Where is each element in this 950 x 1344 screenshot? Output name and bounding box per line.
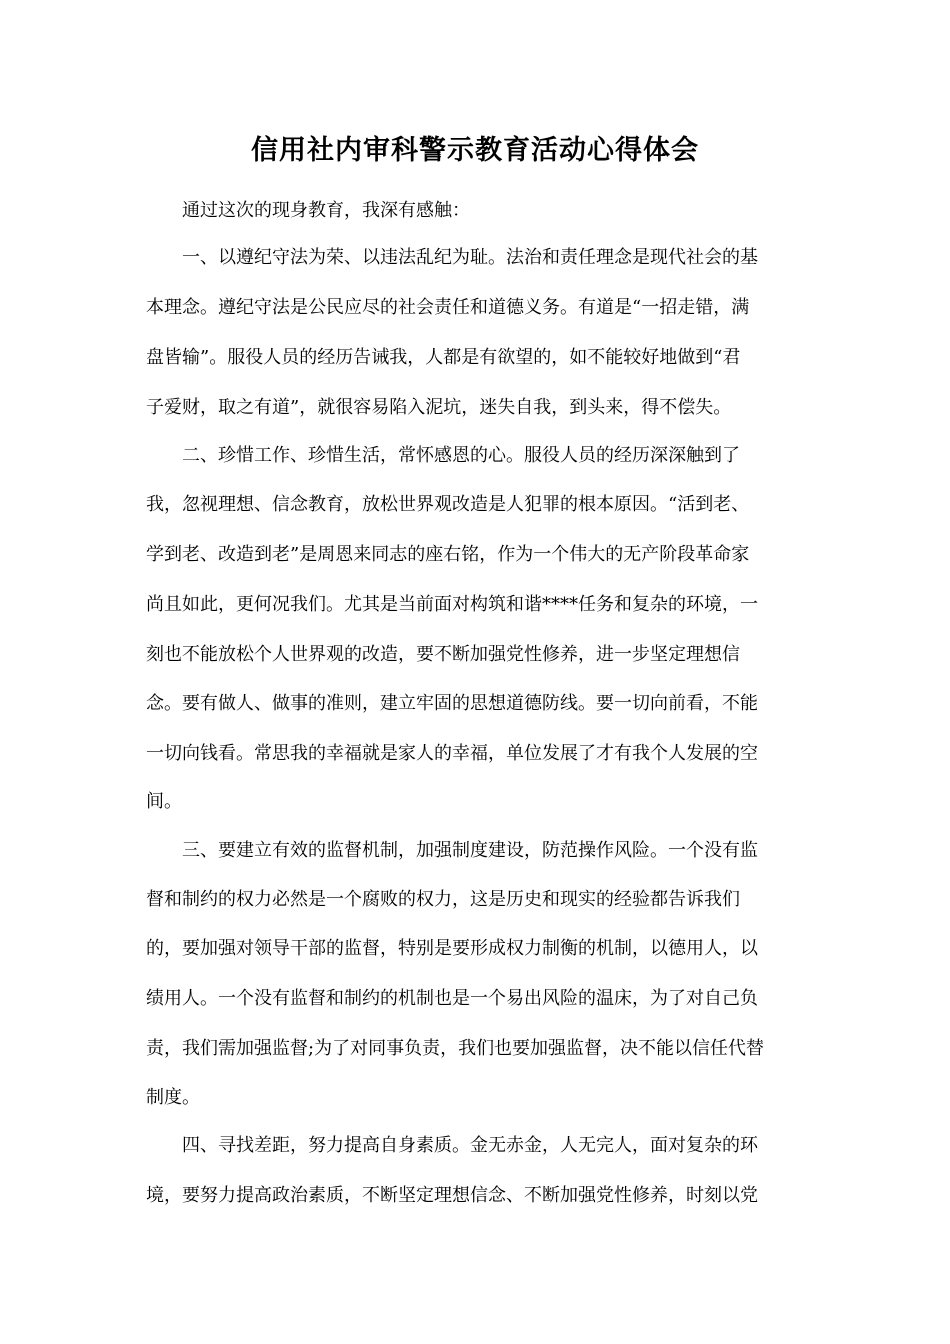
paragraph-line: 本理念。遵纪守法是公民应尽的社会责任和道德义务。有道是“一招走错，满 (146, 297, 750, 318)
document-title: 信用社内审科警示教育活动心得体会 (251, 135, 699, 166)
paragraph-line: 尚且如此，更何况我们。尤其是当前面对构筑和谐****任务和复杂的环境，一 (146, 594, 758, 615)
paragraph-line: 一、以遵纪守法为荣、以违法乱纪为耻。法治和责任理念是现代社会的基 (182, 247, 758, 268)
paragraph-line: 制度。 (146, 1087, 200, 1108)
paragraph-line: 二、珍惜工作、珍惜生活，常怀感恩的心。服役人员的经历深深触到了 (182, 445, 740, 466)
paragraph-line: 督和制约的权力必然是一个腐败的权力，这是历史和现实的经验都告诉我们 (146, 889, 740, 910)
paragraph-line: 责，我们需加强监督;为了对同事负责，我们也要加强监督，决不能以信任代替 (146, 1038, 765, 1059)
paragraph-line: 刻也不能放松个人世界观的改造，要不断加强党性修养，进一步坚定理想信 (146, 644, 740, 665)
paragraph-line: 绩用人。一个没有监督和制约的机制也是一个易出风险的温床，为了对自己负 (146, 988, 758, 1009)
paragraph-line: 念。要有做人、做事的准则，建立牢固的思想道德防线。要一切向前看，不能 (146, 693, 758, 714)
paragraph-line: 一切向钱看。常思我的幸福就是家人的幸福，单位发展了才有我个人发展的空 (146, 743, 758, 764)
paragraph-line: 子爱财，取之有道”，就很容易陷入泥坑，迷失自我，到头来，得不偿失。 (146, 397, 732, 418)
paragraph-line: 盘皆输”。服役人员的经历告诫我，人都是有欲望的，如不能较好地做到“君 (146, 347, 741, 368)
paragraph-line: 的，要加强对领导干部的监督，特别是要形成权力制衡的机制，以德用人，以 (146, 938, 758, 959)
paragraph-line: 间。 (146, 791, 182, 812)
paragraph-line: 三、要建立有效的监督机制，加强制度建设，防范操作风险。一个没有监 (182, 840, 758, 861)
paragraph-line: 学到老、改造到老”是周恩来同志的座右铭，作为一个伟大的无产阶段革命家 (146, 544, 750, 565)
paragraph-line: 四、寻找差距，努力提高自身素质。金无赤金，人无完人，面对复杂的环 (182, 1135, 758, 1156)
paragraph-line: 通过这次的现身教育，我深有感触： (182, 200, 470, 221)
paragraph-line: 境，要努力提高政治素质，不断坚定理想信念、不断加强党性修养，时刻以党 (146, 1185, 758, 1206)
paragraph-line: 我，忽视理想、信念教育，放松世界观改造是人犯罪的根本原因。“活到老、 (146, 494, 750, 515)
